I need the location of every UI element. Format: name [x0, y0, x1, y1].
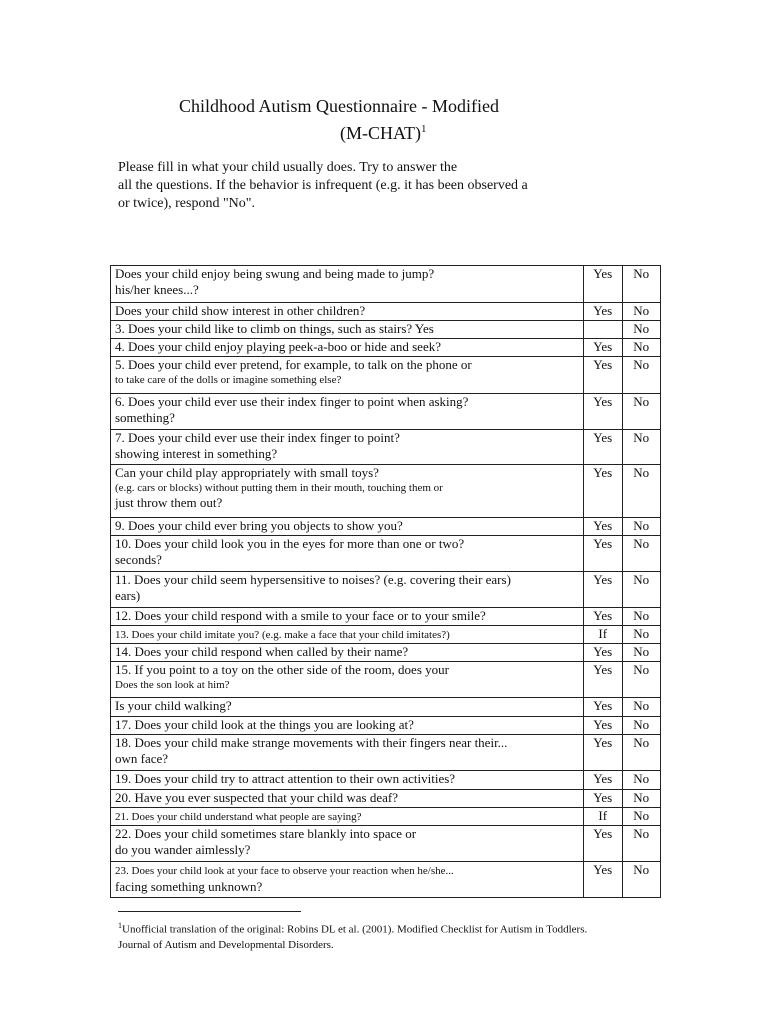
question-row	[111, 339, 661, 357]
question-cell	[111, 608, 584, 626]
question-cell	[111, 735, 584, 771]
question-cell	[111, 394, 584, 430]
questionnaire-table	[110, 265, 661, 898]
answer-no-cell[interactable]: No	[622, 430, 661, 465]
question-cell	[111, 518, 584, 536]
document-subtitle	[340, 118, 427, 144]
question-row	[111, 572, 661, 608]
answer-yes-cell[interactable]: Yes	[584, 303, 622, 321]
question-cell	[111, 266, 584, 303]
answer-yes-cell[interactable]: Yes	[584, 698, 622, 717]
question-text: 10. Does your child look you in the eyes for more than one or two?	[115, 536, 465, 551]
answer-yes-cell[interactable]: Yes	[584, 771, 622, 790]
answer-no-cell[interactable]: No	[622, 771, 661, 790]
question-row	[111, 430, 661, 465]
answer-no-cell[interactable]: No	[622, 357, 661, 394]
question-row	[111, 735, 661, 771]
answer-yes-cell[interactable]: Yes	[584, 790, 622, 808]
answer-yes-cell[interactable]: Yes	[584, 608, 622, 626]
question-row	[111, 717, 661, 735]
question-continuation: (e.g. cars or blocks) without putting them in their mouth, touching them or	[115, 482, 443, 494]
question-row	[111, 536, 661, 572]
question-cell	[111, 662, 584, 698]
question-cell	[111, 465, 584, 518]
question-continuation: seconds?	[115, 552, 162, 567]
question-text: 11. Does your child seem hypersensitive to noises? (e.g. covering their ears)	[115, 572, 511, 587]
answer-no-cell[interactable]: No	[622, 662, 661, 698]
instructions-line: all the questions. If the behavior is infrequent (e.g. it has been observed a	[118, 178, 528, 193]
answer-no-cell[interactable]: No	[622, 339, 661, 357]
subtitle-text: (M-CHAT)	[340, 123, 421, 143]
answer-no-cell[interactable]: No	[622, 536, 661, 572]
question-text: 6. Does your child ever use their index finger to point when asking?	[115, 394, 469, 409]
answer-no-cell[interactable]: No	[622, 790, 661, 808]
footnote	[118, 918, 678, 953]
question-text: Can your child play appropriately with small toys?	[115, 465, 379, 480]
instructions-line: or twice), respond "No".	[118, 196, 256, 211]
question-text: Does your child enjoy being swung and being made to jump?	[115, 266, 435, 281]
answer-yes-cell[interactable]: Yes	[584, 430, 622, 465]
question-row	[111, 321, 661, 339]
answer-no-cell[interactable]: No	[622, 266, 661, 303]
question-cell	[111, 771, 584, 790]
question-text: 17. Does your child look at the things you are looking at?	[115, 717, 414, 732]
question-text: 20. Have you ever suspected that your child was deaf?	[115, 790, 399, 805]
question-text: 5. Does your child ever pretend, for example, to talk on the phone or	[115, 357, 472, 372]
question-continuation: Does the son look at him?	[115, 679, 230, 691]
question-continuation: his/her knees...?	[115, 282, 199, 297]
answer-yes-cell[interactable]: Yes	[584, 862, 622, 898]
question-text: 7. Does your child ever use their index finger to point?	[115, 430, 400, 445]
question-row	[111, 808, 661, 826]
answer-yes-cell[interactable]: Yes	[584, 357, 622, 394]
question-row	[111, 862, 661, 898]
answer-no-cell[interactable]: No	[622, 321, 661, 339]
question-row	[111, 771, 661, 790]
question-continuation: facing something unknown?	[115, 879, 263, 894]
question-cell	[111, 826, 584, 862]
questionnaire-body	[111, 266, 661, 898]
question-text: 13. Does your child imitate you? (e.g. make a face that your child imitates?)	[115, 629, 450, 641]
answer-yes-cell[interactable]	[584, 321, 622, 339]
answer-no-cell[interactable]: No	[622, 572, 661, 608]
question-text: 15. If you point to a toy on the other side of the room, does your	[115, 662, 449, 677]
question-text: 18. Does your child make strange movements with their fingers near their...	[115, 735, 508, 750]
question-cell	[111, 626, 584, 644]
question-row	[111, 662, 661, 698]
answer-no-cell[interactable]: No	[622, 644, 661, 662]
question-continuation: own face?	[115, 751, 169, 766]
document-title: Childhood Autism Questionnaire - Modified	[179, 96, 499, 116]
question-cell	[111, 430, 584, 465]
question-row	[111, 266, 661, 303]
answer-no-cell[interactable]: No	[622, 826, 661, 862]
answer-yes-cell[interactable]: Yes	[584, 572, 622, 608]
question-continuation: just throw them out?	[115, 495, 223, 510]
question-cell	[111, 321, 584, 339]
answer-no-cell[interactable]: No	[622, 518, 661, 536]
question-text: 22. Does your child sometimes stare blankly into space or	[115, 826, 417, 841]
question-cell	[111, 357, 584, 394]
footnote-line	[118, 918, 678, 938]
question-row	[111, 357, 661, 394]
question-row	[111, 394, 661, 430]
footnote-text: Unofficial translation of the original: Robins DL et al. (2001). Modified Checklist for Autism in Toddlers.	[122, 923, 588, 936]
question-cell	[111, 536, 584, 572]
question-cell	[111, 303, 584, 321]
question-text: 9. Does your child ever bring you objects to show you?	[115, 518, 403, 533]
answer-no-cell[interactable]: No	[622, 862, 661, 898]
question-text: 4. Does your child enjoy playing peek-a-boo or hide and seek?	[115, 339, 441, 354]
question-cell	[111, 862, 584, 898]
answer-yes-cell[interactable]: Yes	[584, 536, 622, 572]
answer-yes-cell[interactable]: Yes	[584, 717, 622, 735]
question-text: 23. Does your child look at your face to observe your reaction when he/she...	[115, 865, 454, 877]
instructions-line: Please fill in what your child usually does. Try to answer the	[118, 160, 458, 175]
answer-yes-cell[interactable]: Yes	[584, 465, 622, 518]
answer-no-cell[interactable]: No	[622, 698, 661, 717]
answer-no-cell[interactable]: No	[622, 808, 661, 826]
answer-yes-cell[interactable]: Yes	[584, 826, 622, 862]
question-cell	[111, 808, 584, 826]
answer-no-cell[interactable]: No	[622, 394, 661, 430]
question-text: Is your child walking?	[115, 698, 232, 713]
answer-yes-cell[interactable]: Yes	[584, 266, 622, 303]
question-continuation: to take care of the dolls or imagine something else?	[115, 374, 342, 386]
question-continuation: something?	[115, 410, 175, 425]
answer-no-cell[interactable]: No	[622, 735, 661, 771]
answer-no-cell[interactable]: No	[622, 465, 661, 518]
question-cell	[111, 572, 584, 608]
answer-no-cell[interactable]: No	[622, 608, 661, 626]
answer-yes-cell[interactable]: Yes	[584, 735, 622, 771]
answer-yes-cell[interactable]: Yes	[584, 518, 622, 536]
answer-yes-cell[interactable]: If	[584, 808, 622, 826]
instructions	[118, 159, 588, 213]
answer-yes-cell[interactable]: Yes	[584, 394, 622, 430]
question-continuation: ears)	[115, 588, 141, 603]
question-cell	[111, 717, 584, 735]
answer-no-cell[interactable]: No	[622, 626, 661, 644]
question-row	[111, 303, 661, 321]
question-row	[111, 626, 661, 644]
question-text: 14. Does your child respond when called by their name?	[115, 644, 409, 659]
question-row	[111, 790, 661, 808]
question-cell	[111, 339, 584, 357]
question-cell	[111, 644, 584, 662]
question-continuation: showing interest in something?	[115, 446, 278, 461]
answer-no-cell[interactable]: No	[622, 717, 661, 735]
answer-no-cell[interactable]: No	[622, 303, 661, 321]
question-text: 12. Does your child respond with a smile to your face or to your smile?	[115, 608, 486, 623]
question-row	[111, 644, 661, 662]
answer-yes-cell[interactable]: Yes	[584, 644, 622, 662]
question-row	[111, 826, 661, 862]
answer-yes-cell[interactable]: Yes	[584, 339, 622, 357]
footnote-marker: 1	[118, 921, 122, 930]
question-text: 21. Does your child understand what people are saying?	[115, 811, 362, 823]
question-row	[111, 465, 661, 518]
question-text: 3. Does your child like to climb on things, such as stairs? Yes	[115, 321, 434, 336]
footnote-reference: 1	[421, 123, 427, 135]
answer-yes-cell[interactable]: Yes	[584, 662, 622, 698]
question-row	[111, 518, 661, 536]
question-row	[111, 608, 661, 626]
question-continuation: do you wander aimlessly?	[115, 842, 251, 857]
footnote-line: Journal of Autism and Developmental Disorders.	[118, 938, 334, 951]
question-cell	[111, 790, 584, 808]
question-text: Does your child show interest in other children?	[115, 303, 366, 318]
answer-yes-cell[interactable]: If	[584, 626, 622, 644]
question-row	[111, 698, 661, 717]
question-text: 19. Does your child try to attract attention to their own activities?	[115, 771, 456, 786]
footnote-divider	[118, 911, 301, 912]
question-cell	[111, 698, 584, 717]
